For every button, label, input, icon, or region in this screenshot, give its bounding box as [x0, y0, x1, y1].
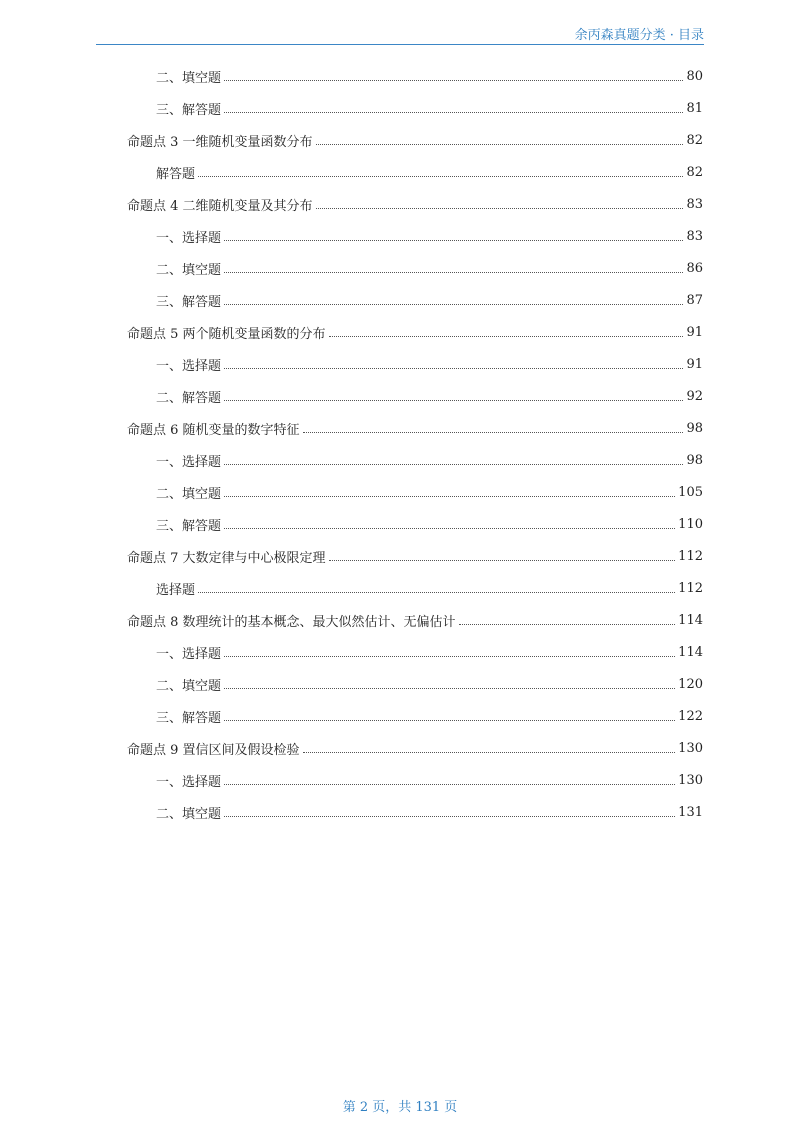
toc-entry-label: 一、选择题: [156, 230, 222, 246]
toc-entry-label: 命题点 4 二维随机变量及其分布: [127, 198, 313, 214]
toc-dot-leader: [316, 208, 684, 209]
toc-dot-leader: [224, 656, 675, 657]
toc-entry-label: 一、选择题: [156, 646, 222, 662]
toc-page-number: 120: [678, 676, 703, 692]
toc-dot-leader: [224, 496, 675, 497]
toc-section-entry[interactable]: [127, 732, 703, 764]
toc-entry-label: 命题点 7 大数定律与中心极限定理: [127, 550, 326, 566]
toc-dot-leader: [224, 688, 675, 689]
toc-entry-label: 二、解答题: [156, 390, 222, 406]
toc-subsection-entry[interactable]: [156, 764, 703, 796]
toc-section-entry[interactable]: [127, 540, 703, 572]
toc-entry-label: 二、填空题: [156, 70, 222, 86]
toc-dot-leader: [329, 560, 676, 561]
toc-page-number: 91: [686, 324, 703, 340]
toc-page-number: 81: [686, 100, 703, 116]
toc-subsection-entry[interactable]: [156, 252, 703, 284]
toc-entry-label: 命题点 9 置信区间及假设检验: [127, 742, 300, 758]
toc-dot-leader: [224, 240, 683, 241]
toc-entry-label: 二、填空题: [156, 806, 222, 822]
toc-subsection-entry[interactable]: [156, 156, 703, 188]
toc-dot-leader: [303, 432, 684, 433]
toc-entry-label: 三、解答题: [156, 518, 222, 534]
toc-subsection-entry[interactable]: [156, 284, 703, 316]
toc-dot-leader: [198, 176, 683, 177]
header-title: 余丙森真题分类 · 目录: [574, 28, 704, 43]
toc-dot-leader: [224, 80, 683, 81]
toc-page-number: 114: [678, 612, 703, 628]
toc-subsection-entry[interactable]: [156, 220, 703, 252]
toc-page-number: 86: [686, 260, 703, 276]
toc-dot-leader: [224, 368, 683, 369]
toc-page-number: 105: [678, 484, 703, 500]
toc-page-number: 80: [686, 68, 703, 84]
toc-dot-leader: [303, 752, 676, 753]
toc-entry-label: 二、填空题: [156, 678, 222, 694]
toc-entry-label: 一、选择题: [156, 454, 222, 470]
toc-entry-label: 一、选择题: [156, 774, 222, 790]
toc-entry-label: 三、解答题: [156, 102, 222, 118]
toc-dot-leader: [459, 624, 676, 625]
toc-entry-label: 命题点 8 数理统计的基本概念、最大似然估计、无偏估计: [127, 614, 456, 630]
toc-page-number: 114: [678, 644, 703, 660]
toc-entry-label: 二、填空题: [156, 262, 222, 278]
toc-section-entry[interactable]: [127, 412, 703, 444]
toc-page-number: 98: [686, 420, 703, 436]
toc-subsection-entry[interactable]: [156, 444, 703, 476]
toc-subsection-entry[interactable]: [156, 508, 703, 540]
toc-page-number: 82: [686, 132, 703, 148]
toc-dot-leader: [224, 784, 675, 785]
toc-page-number: 83: [686, 228, 703, 244]
toc-dot-leader: [224, 400, 683, 401]
toc-entry-label: 选择题: [156, 582, 196, 598]
toc-page-number: 131: [678, 804, 703, 820]
toc-entry-label: 命题点 3 一维随机变量函数分布: [127, 134, 313, 150]
toc-subsection-entry[interactable]: [156, 572, 703, 604]
toc-page-number: 83: [686, 196, 703, 212]
toc-section-entry[interactable]: [127, 188, 703, 220]
toc-subsection-entry[interactable]: [156, 92, 703, 124]
toc-dot-leader: [198, 592, 675, 593]
toc-page-number: 112: [678, 580, 703, 596]
toc-dot-leader: [224, 720, 675, 721]
toc-entry-label: 三、解答题: [156, 294, 222, 310]
toc-dot-leader: [224, 816, 675, 817]
toc-subsection-entry[interactable]: [156, 60, 703, 92]
toc-entry-label: 命题点 5 两个随机变量函数的分布: [127, 326, 326, 342]
toc-section-entry[interactable]: [127, 604, 703, 636]
toc-dot-leader: [224, 528, 675, 529]
toc-page-number: 110: [678, 516, 703, 532]
toc-page-number: 130: [678, 740, 703, 756]
toc-entry-label: 三、解答题: [156, 710, 222, 726]
toc-entry-label: 二、填空题: [156, 486, 222, 502]
toc-entry-label: 解答题: [156, 166, 196, 182]
toc-entry-label: 命题点 6 随机变量的数字特征: [127, 422, 300, 438]
toc-subsection-entry[interactable]: [156, 796, 703, 828]
toc-page-number: 112: [678, 548, 703, 564]
toc-page-number: 122: [678, 708, 703, 724]
page-header: [96, 24, 704, 45]
toc-subsection-entry[interactable]: [156, 668, 703, 700]
toc-subsection-entry[interactable]: [156, 476, 703, 508]
toc-dot-leader: [316, 144, 684, 145]
toc-page-number: 92: [686, 388, 703, 404]
toc-entry-label: 一、选择题: [156, 358, 222, 374]
toc-dot-leader: [224, 464, 683, 465]
toc-page-number: 91: [686, 356, 703, 372]
toc-page-number: 130: [678, 772, 703, 788]
toc-dot-leader: [224, 112, 683, 113]
toc-page-number: 82: [686, 164, 703, 180]
toc-subsection-entry[interactable]: [156, 700, 703, 732]
toc-subsection-entry[interactable]: [156, 380, 703, 412]
toc-dot-leader: [224, 272, 683, 273]
toc-section-entry[interactable]: [127, 124, 703, 156]
toc-section-entry[interactable]: [127, 316, 703, 348]
toc-dot-leader: [224, 304, 683, 305]
toc-subsection-entry[interactable]: [156, 636, 703, 668]
page-footer: 第 2 页，共 131 页: [342, 1100, 458, 1115]
toc-subsection-entry[interactable]: [156, 348, 703, 380]
toc-dot-leader: [329, 336, 684, 337]
toc-page-number: 98: [686, 452, 703, 468]
toc-page-number: 87: [686, 292, 703, 308]
